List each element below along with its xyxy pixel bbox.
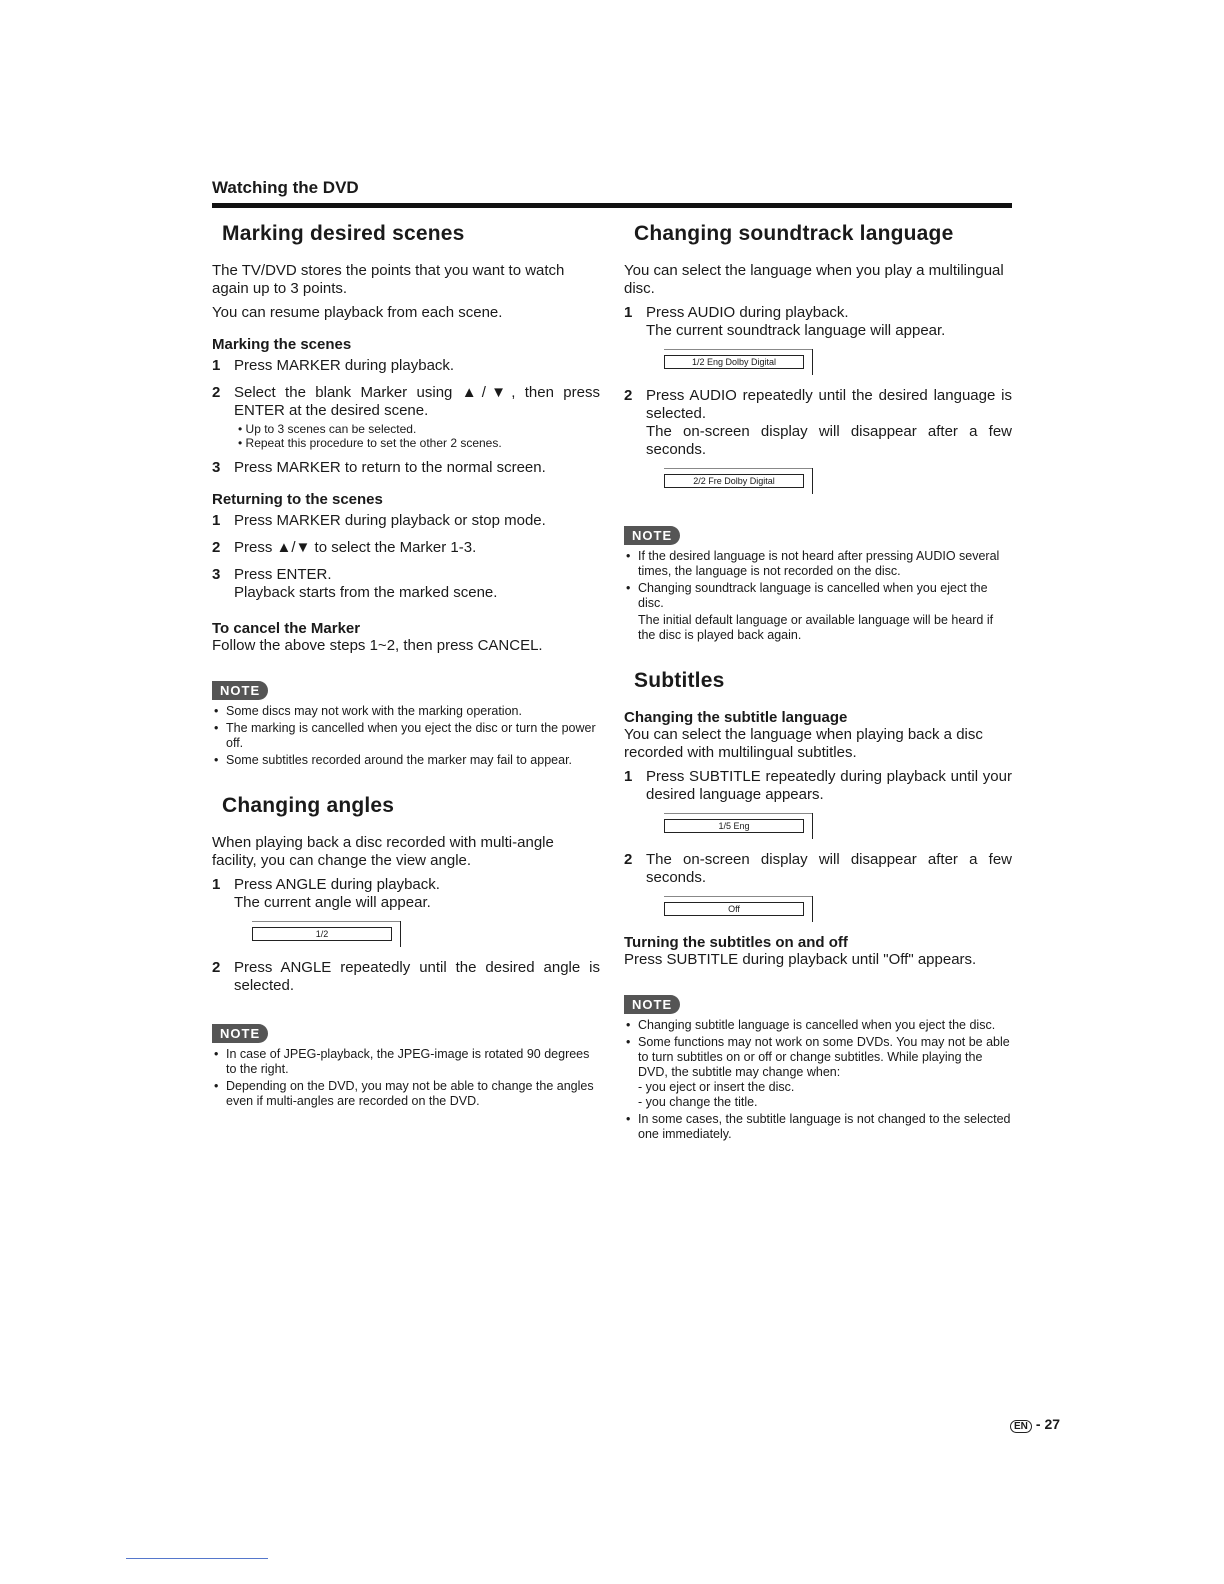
osd-box (664, 902, 804, 916)
osd-text: 1/2 Eng Dolby Digital (691, 357, 777, 367)
note-badge: NOTE (624, 526, 680, 545)
note-item: • In some cases, the subtitle language is not changed to the selected one immediately. (624, 1112, 1012, 1142)
footer-line (126, 1558, 268, 1559)
note-text: Some functions may not work on some DVDs. You may not be able to turn subtitles on or off or change subtitles. While playing the DVD, the subtitle may change when: (638, 1035, 1010, 1079)
step-text: Press MARKER during playback or stop mode. (234, 512, 546, 529)
note-badge: NOTE (212, 1024, 268, 1043)
step-sub-list (238, 422, 600, 450)
angles-title: Changing angles (222, 794, 395, 817)
right-column (624, 222, 1012, 1144)
cancel-heading: To cancel the Marker (212, 620, 361, 637)
step-body (234, 876, 600, 912)
step-number: 2 (624, 851, 633, 868)
step-text: Select the blank Marker using ▲/▼, then press ENTER at the desired scene. (234, 384, 600, 419)
soundtrack-intro: You can select the language when you play a multilingual disc. (624, 262, 1004, 297)
marking-notes (212, 704, 600, 768)
section-header: Watching the DVD (212, 178, 359, 197)
subtitles-title: Subtitles (634, 669, 725, 692)
step-number: 3 (212, 566, 221, 583)
step-text: Press MARKER during playback. (234, 357, 455, 374)
step-number: 1 (212, 357, 221, 374)
note-item: • Some discs may not work with the marking operation. (212, 704, 600, 719)
step-body (646, 304, 1012, 340)
marking-title: Marking desired scenes (222, 222, 465, 245)
step-number: 2 (624, 387, 633, 404)
page-number-text: - 27 (1035, 1416, 1061, 1432)
osd-tick (812, 468, 813, 494)
left-column (212, 222, 600, 1111)
note-item: • If the desired language is not heard after pressing AUDIO several times, the language is not recorded on the disc. (624, 549, 1012, 579)
osd-box (664, 474, 804, 488)
osd-topline (664, 349, 812, 350)
step-number: 1 (212, 876, 221, 893)
subtitle-onoff-heading: Turning the subtitles on and off (624, 934, 848, 951)
subtitle-onoff-text: Press SUBTITLE during playback until "Off" appears. (624, 951, 977, 968)
step-body (234, 566, 600, 602)
note-item: • Depending on the DVD, you may not be able to change the angles even if multi-angles are recorded on the DVD. (212, 1079, 600, 1109)
osd-box (252, 927, 392, 941)
angles-notes (212, 1047, 600, 1109)
note-item: • The marking is cancelled when you eject the disc or turn the power off. (212, 721, 600, 751)
osd-text: 2/2 Fre Dolby Digital (693, 476, 775, 486)
osd-text: Off (728, 904, 740, 914)
marking-heading: Marking the scenes (212, 336, 352, 353)
returning-heading: Returning to the scenes (212, 491, 383, 508)
step-number: 2 (212, 384, 221, 401)
osd-topline (252, 921, 400, 922)
return-step (212, 512, 600, 530)
osd-topline (664, 896, 812, 897)
subtitle-change-text: You can select the language when playing back a disc recorded with multilingual subtitles. (624, 726, 983, 761)
marking-intro-1: The TV/DVD stores the points that you want to watch again up to 3 points. (212, 262, 565, 297)
step-text: Press SUBTITLE repeatedly during playback until your desired language appears. (646, 768, 1012, 803)
step-number: 3 (212, 459, 221, 476)
osd-box (664, 355, 804, 369)
osd-topline (664, 813, 812, 814)
step-number: 1 (212, 512, 221, 529)
note-sub: - you eject or insert the disc. (638, 1080, 795, 1094)
soundtrack-title: Changing soundtrack language (634, 222, 954, 245)
step-number: 2 (212, 539, 221, 556)
subtitle-change-heading: Changing the subtitle language (624, 709, 848, 726)
note-badge: NOTE (212, 681, 268, 700)
osd-tick (812, 813, 813, 839)
step-text: Press ▲/▼ to select the Marker 1-3. (234, 539, 477, 556)
step-extra: Playback starts from the marked scene. (234, 584, 498, 601)
en-badge: EN (1010, 1420, 1032, 1433)
osd-text: 1/5 Eng (718, 821, 750, 831)
osd-text: 1/2 (315, 929, 329, 939)
angles-step (212, 876, 600, 912)
return-step (212, 539, 600, 557)
step-text: Press ENTER. (234, 566, 332, 583)
soundtrack-step (624, 387, 1012, 459)
note-item: • Some subtitles recorded around the marker may fail to appear. (212, 753, 600, 768)
note-item (624, 1035, 1012, 1110)
step-extra: The on-screen display will disappear after a few seconds. (646, 423, 1012, 458)
osd-tick (812, 896, 813, 922)
note-item: • In case of JPEG-playback, the JPEG-image is rotated 90 degrees to the right. (212, 1047, 600, 1077)
marking-step (212, 459, 600, 477)
subtitle-step (624, 768, 1012, 804)
angles-step (212, 959, 600, 995)
osd-tick (400, 921, 401, 947)
marking-step (212, 384, 600, 450)
step-text: Press ANGLE during playback. (234, 876, 440, 893)
osd-box (664, 819, 804, 833)
header-rule (212, 203, 1012, 208)
step-body (646, 387, 1012, 459)
step-text: Press AUDIO during playback. (646, 304, 849, 321)
step-sub-item: • Up to 3 scenes can be selected. (238, 422, 417, 436)
audio-osd-1 (664, 349, 814, 373)
subtitle-osd-1 (664, 813, 814, 837)
step-number: 2 (212, 959, 221, 976)
subtitle-notes (624, 1018, 1012, 1142)
page-number (1010, 1416, 1060, 1433)
step-body (234, 384, 600, 450)
step-text: The on-screen display will disappear after a few seconds. (646, 851, 1012, 886)
step-sub-item: • Repeat this procedure to set the other 2 scenes. (238, 436, 502, 450)
step-number: 1 (624, 304, 633, 321)
audio-osd-2 (664, 468, 814, 492)
note-badge: NOTE (624, 995, 680, 1014)
osd-tick (812, 349, 813, 375)
note-item: • Changing subtitle language is cancelled when you eject the disc. (624, 1018, 1012, 1033)
note-sub: - you change the title. (638, 1095, 758, 1109)
note-item: • Changing soundtrack language is cancelled when you eject the disc. (624, 581, 1012, 611)
note-extra: The initial default language or available language will be heard if the disc is played back again. (638, 613, 994, 642)
angle-osd (252, 921, 402, 945)
soundtrack-notes (624, 549, 1012, 611)
step-text: Press ANGLE repeatedly until the desired angle is selected. (234, 959, 600, 994)
cancel-text: Follow the above steps 1~2, then press CANCEL. (212, 637, 543, 654)
return-step (212, 566, 600, 602)
step-number: 1 (624, 768, 633, 785)
step-text: Press MARKER to return to the normal screen. (234, 459, 546, 476)
step-extra: The current angle will appear. (234, 894, 431, 911)
step-text: Press AUDIO repeatedly until the desired language is selected. (646, 387, 1012, 422)
marking-step (212, 357, 600, 375)
subtitle-step (624, 851, 1012, 887)
step-extra: The current soundtrack language will appear. (646, 322, 946, 339)
marking-intro-2: You can resume playback from each scene. (212, 304, 503, 321)
subtitle-osd-2 (664, 896, 814, 920)
soundtrack-step (624, 304, 1012, 340)
angles-intro: When playing back a disc recorded with multi-angle facility, you can change the view angle. (212, 834, 554, 869)
osd-topline (664, 468, 812, 469)
